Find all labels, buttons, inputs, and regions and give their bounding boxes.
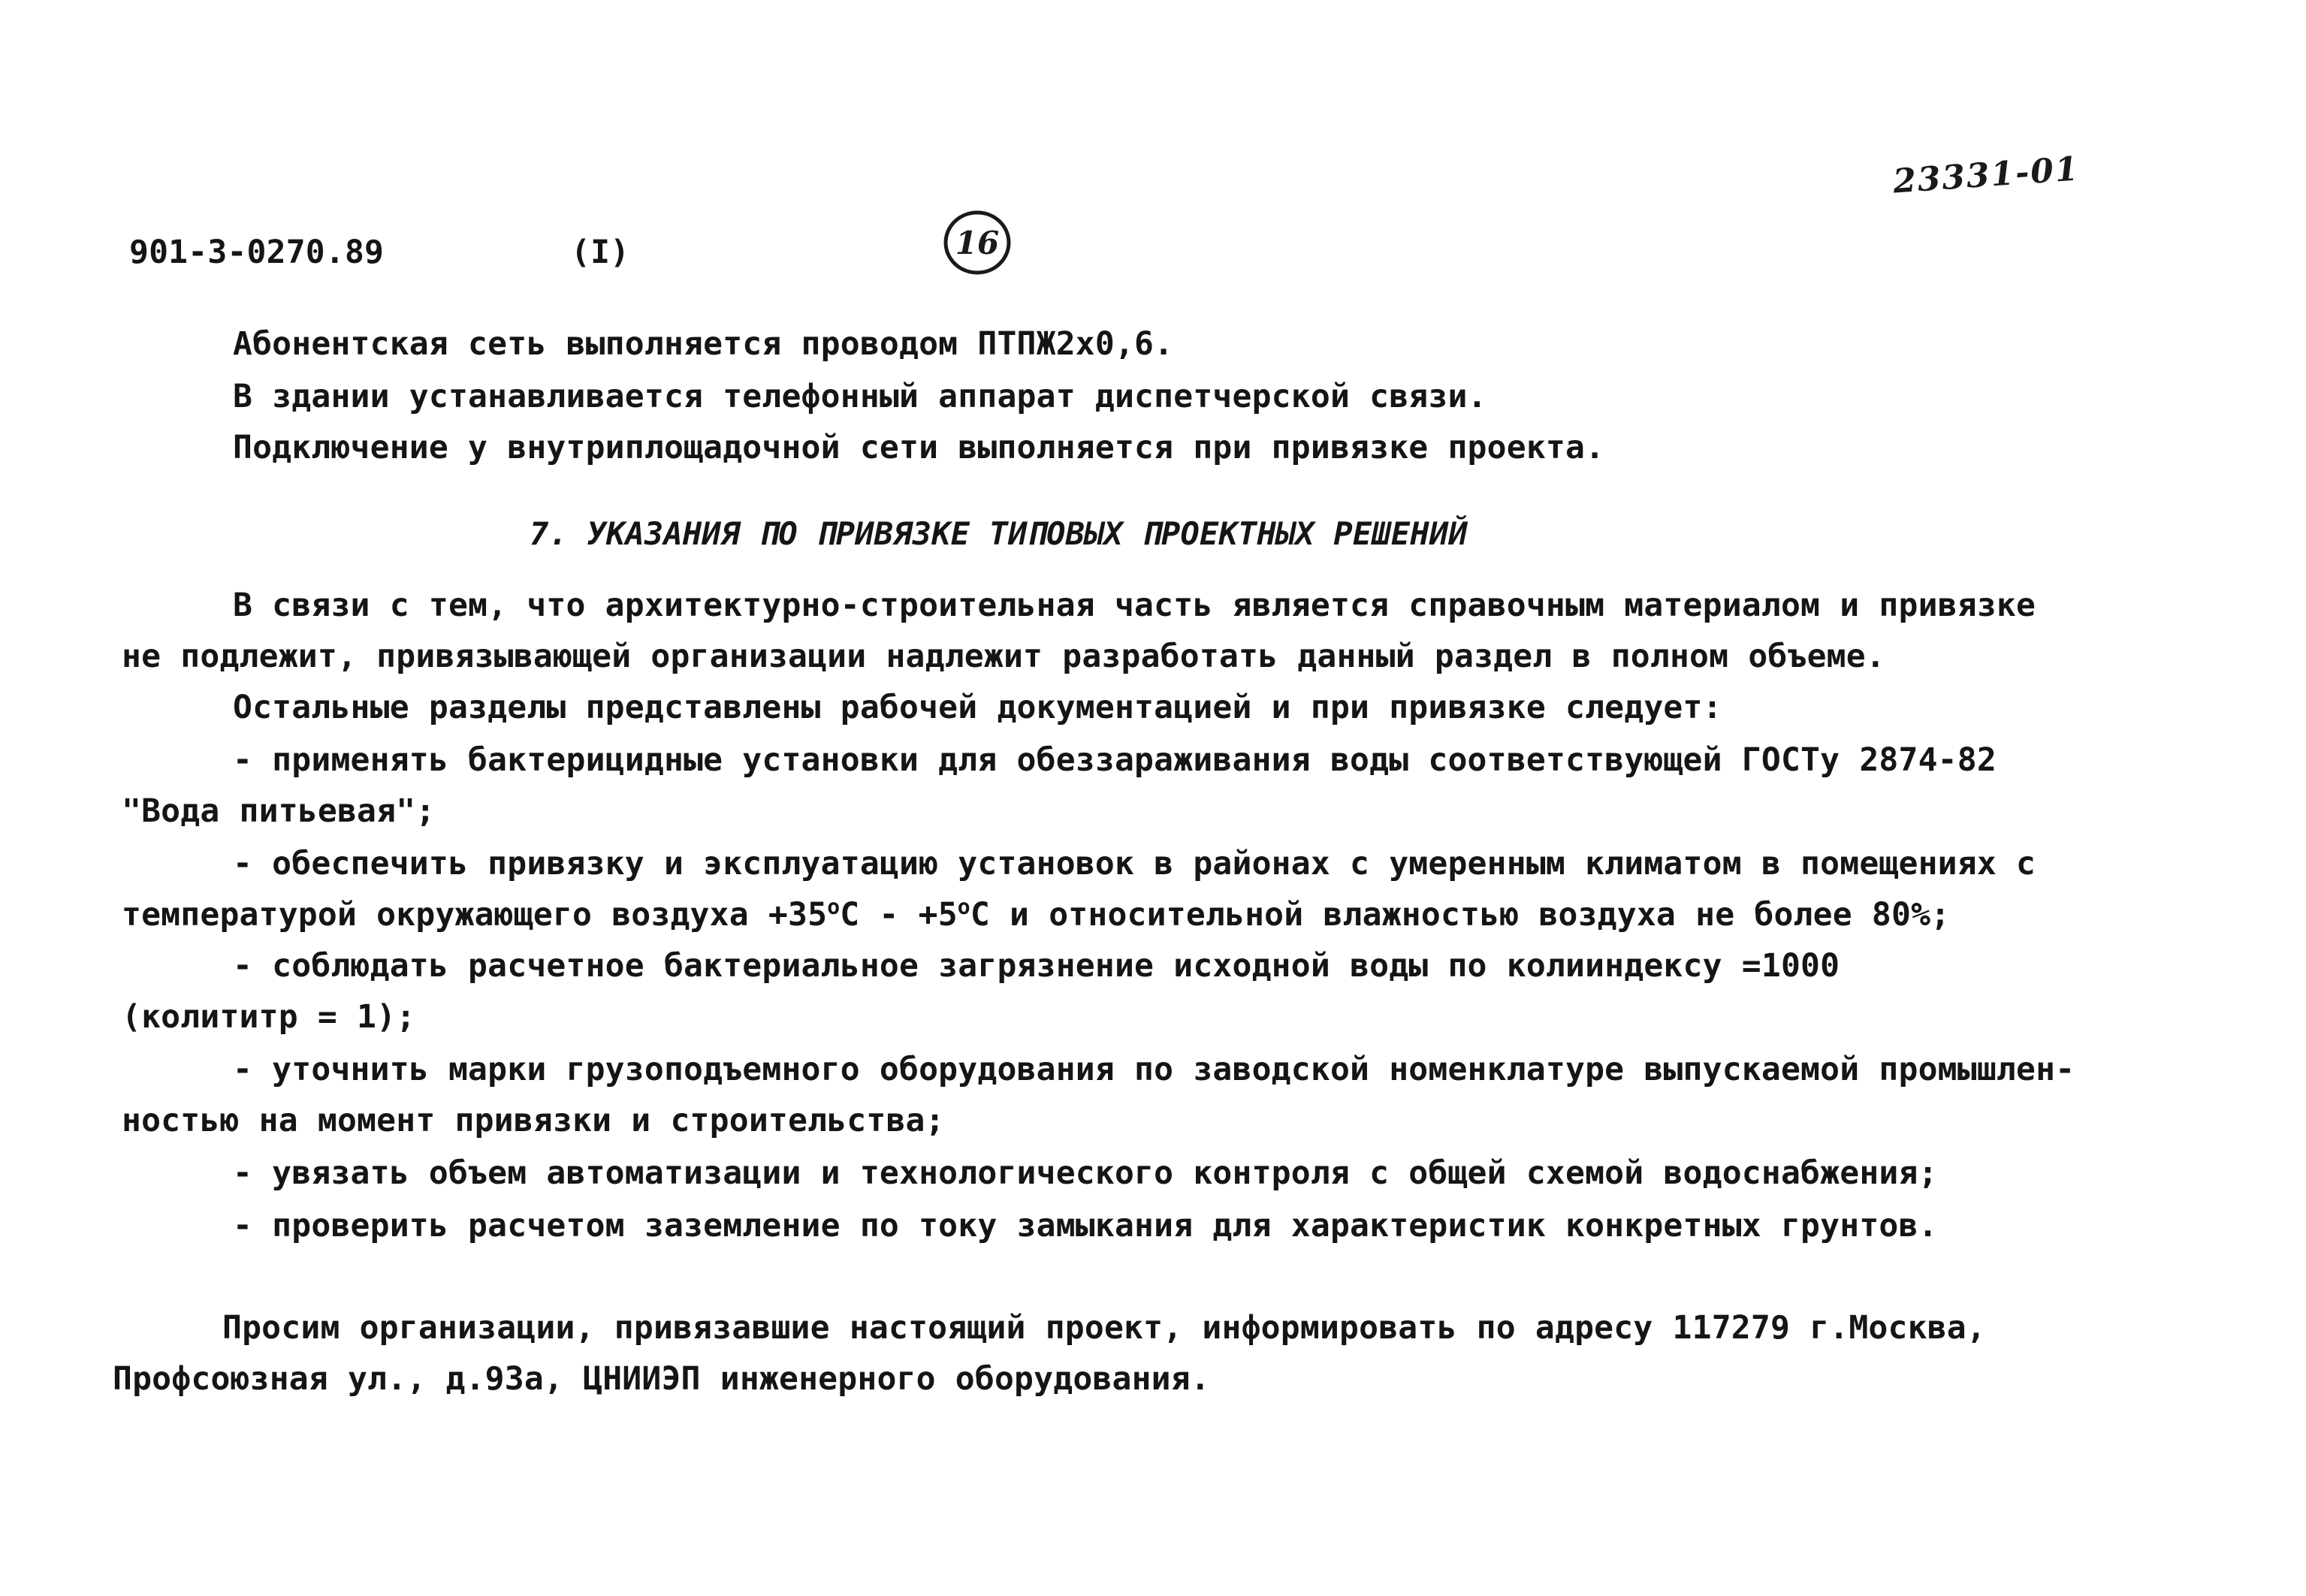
degree-sign: o — [827, 894, 841, 919]
page-number-text: 16 — [955, 224, 1000, 261]
text-fragment: температурой окружающего воздуха +35 — [122, 896, 828, 934]
list-item-continuation: (колититр = 1); — [122, 998, 416, 1036]
list-item: - соблюдать расчетное бактериальное загрязнение исходной воды по колииндексу =1000 — [233, 947, 1840, 985]
text-line: не подлежит, привязывающей организации надлежит разработать данный раздел в полном объеме. — [122, 638, 1885, 675]
list-item-continuation: "Вода питьевая"; — [122, 792, 436, 830]
degree-sign: o — [957, 894, 970, 919]
list-item: - применять бактерицидные установки для обеззараживания воды соответствующей ГОСТу 2874-82 — [233, 741, 1997, 779]
section-heading: 7. УКАЗАНИЯ ПО ПРИВЯЗКЕ ТИПОВЫХ ПРОЕКТНЫХ РЕШЕНИЙ — [530, 515, 1468, 552]
list-item: - обеспечить привязку и эксплуатацию установок в районах с умеренным климатом в помещениях с — [233, 845, 2036, 882]
list-item: - проверить расчетом заземление по току замыкания для характеристик конкретных грунтов. — [233, 1207, 1938, 1245]
list-item-continuation — [122, 894, 1950, 936]
text-line: Абонентская сеть выполняется проводом ПТПЖ2х0,6. — [233, 325, 1174, 363]
text-line: Подключение у внутриплощадочной сети выполняется при привязке проекта. — [233, 429, 1605, 466]
list-item: - увязать объем автоматизации и технологического контроля с общей схемой водоснабжения; — [233, 1154, 1938, 1192]
document-code: 901-3-0270.89 — [129, 234, 385, 271]
text-line: В здании устанавливается телефонный аппарат диспетчерской связи. — [233, 378, 1487, 415]
handwritten-document-number: 23331-01 — [1891, 149, 2081, 201]
text-fragment: С - +5 — [840, 896, 958, 934]
closing-text: Профсоюзная ул., д.93а, ЦНИИЭП инженерного оборудования. — [113, 1360, 1210, 1398]
list-item: - уточнить марки грузоподъемного оборудования по заводской номенклатуре выпускаемой промышлен- — [233, 1051, 2075, 1088]
page-number — [942, 209, 1013, 276]
closing-text: Просим организации, привязавшие настоящий проект, информировать по адресу 117279 г.Москва, — [222, 1309, 1986, 1347]
volume-label: (I) — [571, 234, 630, 271]
text-line: Остальные разделы представлены рабочей документацией и при привязке следует: — [233, 689, 1722, 726]
text-line: В связи с тем, что архитектурно-строительная часть является справочным материалом и привязке — [233, 587, 2036, 624]
text-fragment: С и относительной влажностью воздуха не более 80%; — [970, 896, 1951, 934]
list-item-continuation: ностью на момент привязки и строительства; — [122, 1102, 945, 1139]
